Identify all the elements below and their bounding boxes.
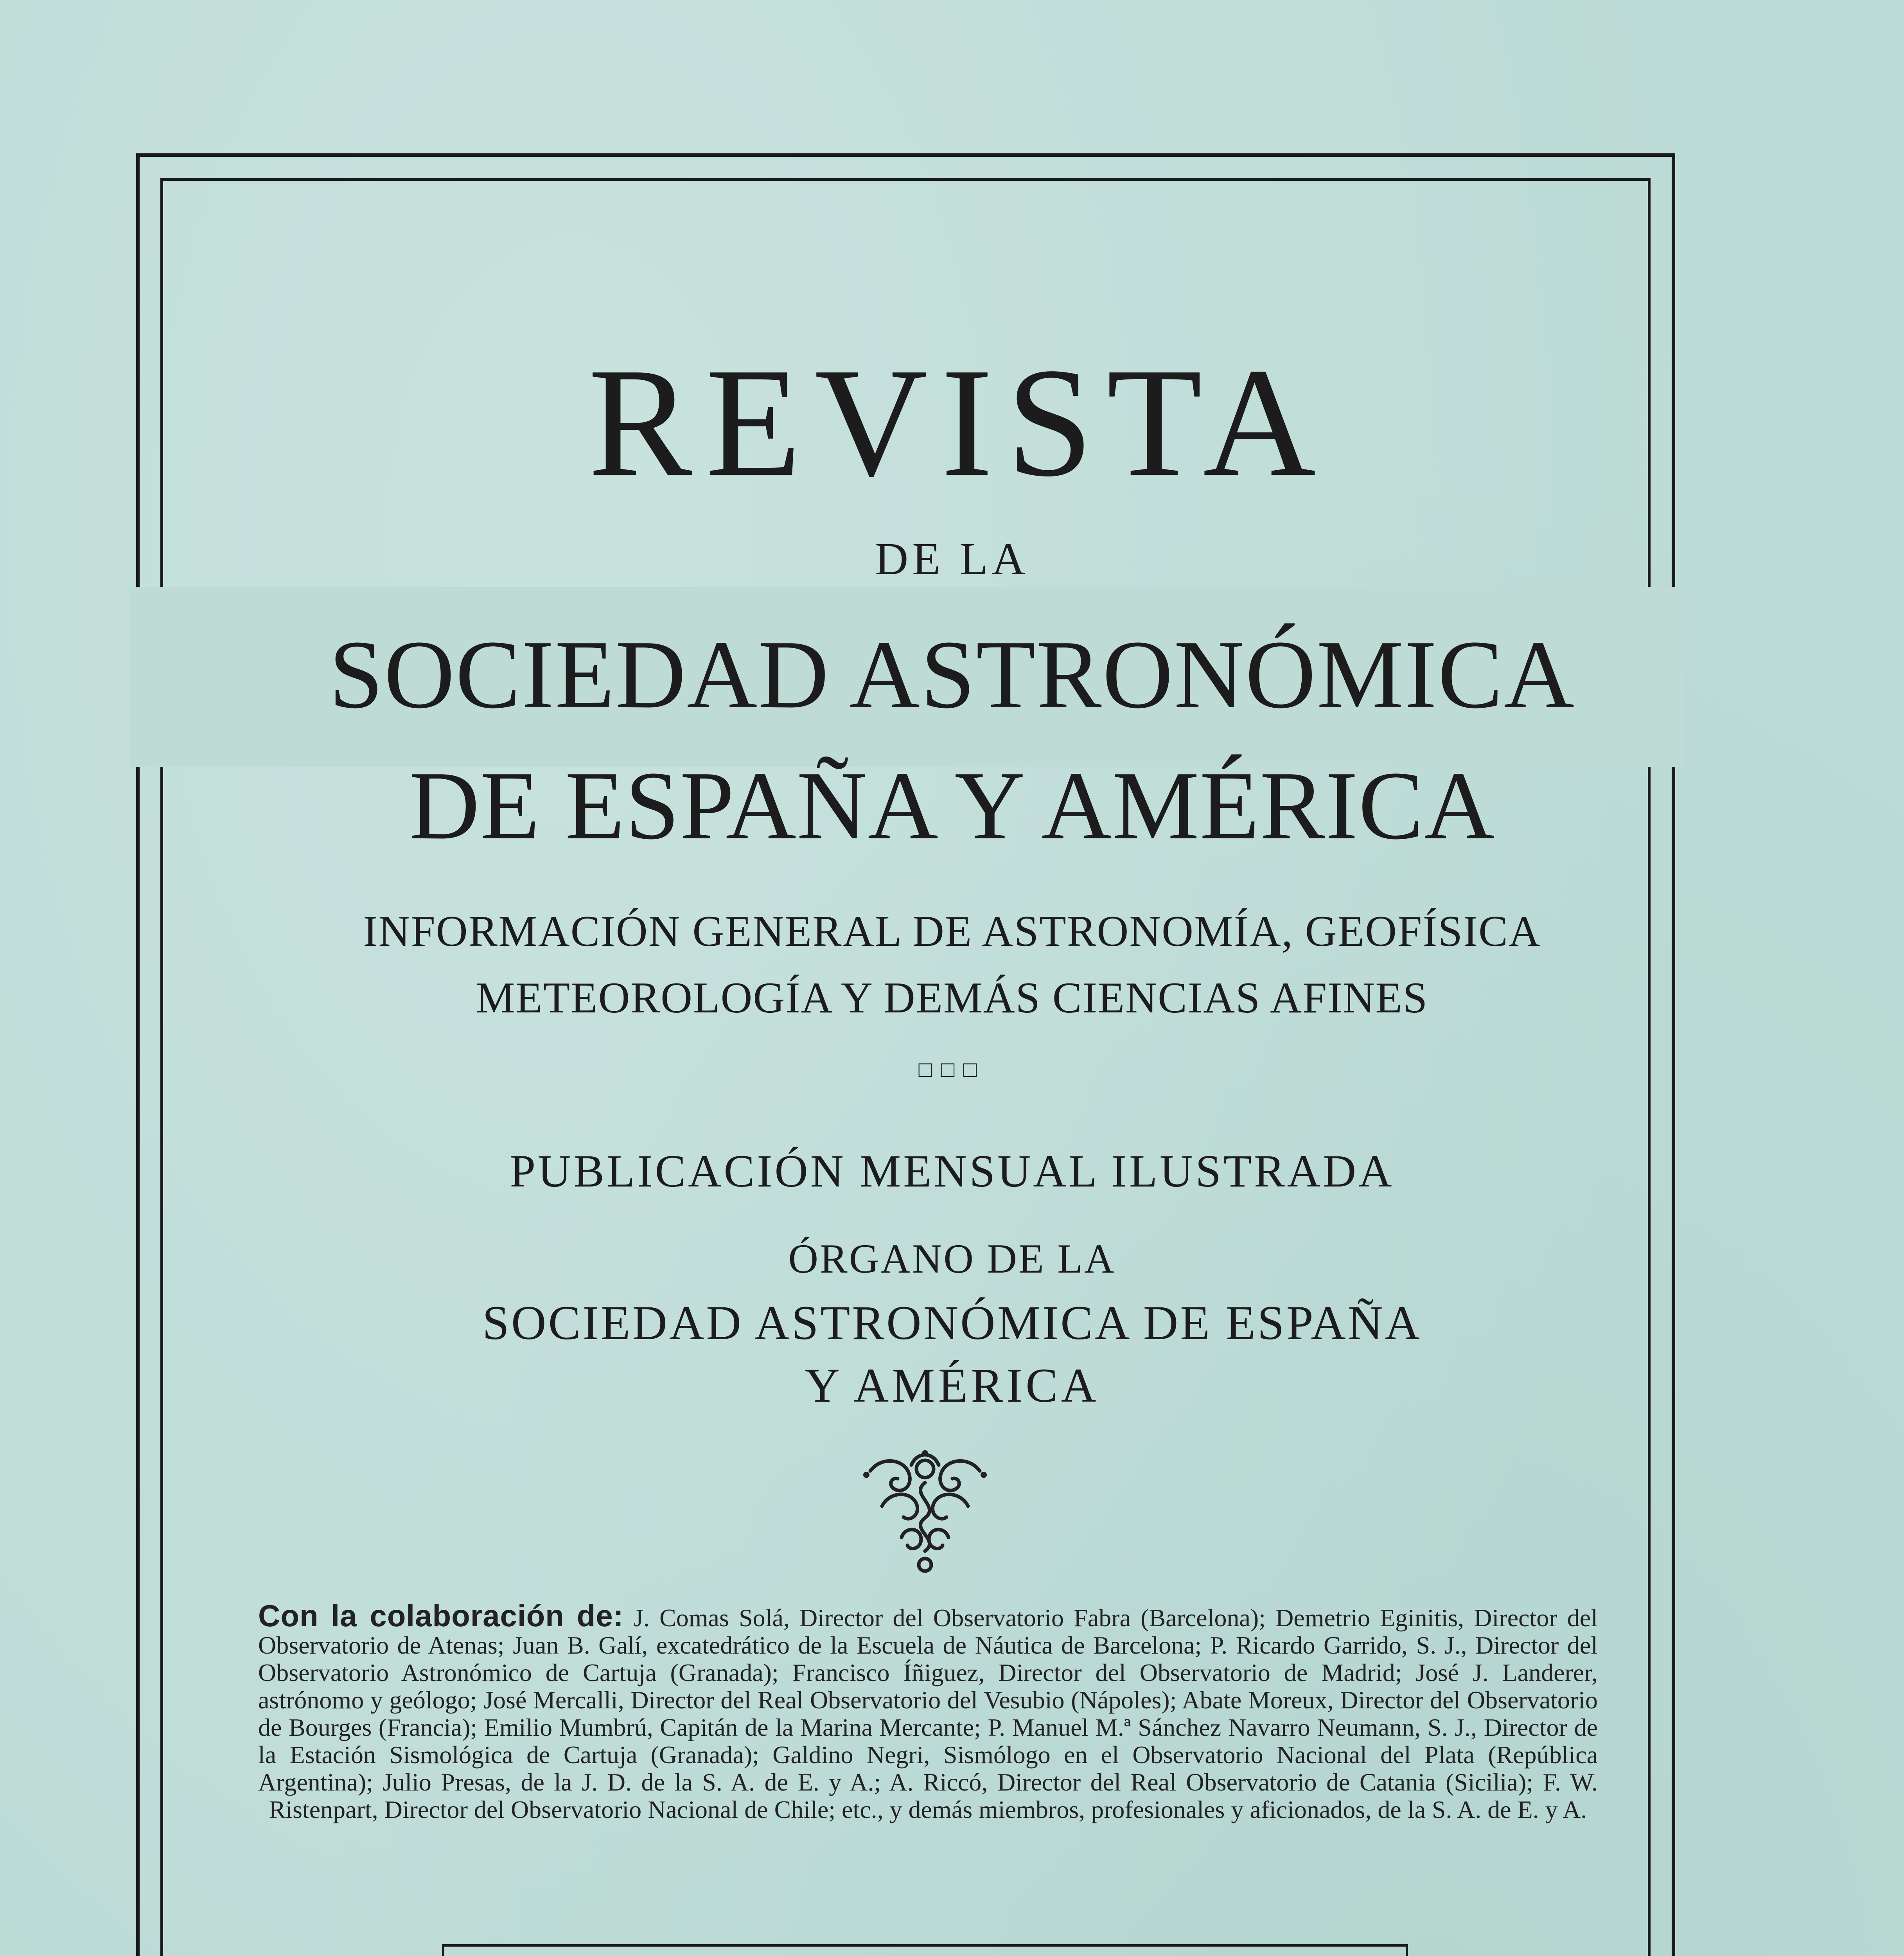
society-name-line-2: DE ESPAÑA Y AMÉRICA [409,751,1495,860]
tagline-line-1: INFORMACIÓN GENERAL DE ASTRONOMÍA, GEOFÍSICA [363,907,1541,956]
tagline-line-2: METEOROLOGÍA Y DEMÁS CIENCIAS AFINES [476,974,1428,1022]
journal-title-connector: DE LA [875,533,1029,584]
collaborators-lead: Con la colaboración de: [258,1598,624,1633]
publication-type: PUBLICACIÓN MENSUAL ILUSTRADA [510,1145,1394,1197]
separator-squares: □□□ [918,1057,986,1082]
journal-title: REVISTA [588,336,1329,509]
society-name-line-1: SOCIEDAD ASTRONÓMICA [329,620,1575,729]
collaborators-paragraph [258,1598,1598,1823]
publication-society-line-1: SOCIEDAD ASTRONÓMICA DE ESPAÑA [482,1296,1422,1350]
publication-society-line-2: Y AMÉRICA [805,1359,1099,1412]
summary-box [442,1944,1408,1956]
publication-organ: ÓRGANO DE LA [788,1236,1116,1282]
fleuron-ornament-icon [859,1447,992,1577]
collaborators-list: J. Comas Solá, Director del Observatorio Fabra (Barcelona); Demetrio Eginitis, Director del Observatorio de Atenas; Juan B. Galí, excatedrático de la Escuela de Náutica de Barcelona; P. Ricardo Garrido, S. J., Director del Observatorio Astronómico de Cartuja (Granada); Francisco Íñiguez, Director del Observatorio de Madrid; José J. Landerer, astrónomo y geólogo; José Mercalli, Director del Real Observatorio del Vesubio (Nápoles); Abate Moreux, Director del Observatorio de Bourges (Francia); Emilio Mumbrú, Capitán de la Marina Mercante; P. Manuel M.ª Sánchez Navarro Neumann, S. J., Director de la Estación Sismológica de Cartuja (Granada); Galdino Negri, Sismólogo en el Observatorio Nacional del Plata (República Argentina); Julio Presas, de la J. D. de la S. A. de E. y A.; A. Riccó, Director del Real Observatorio de Catania (Sicilia); F. W. Ristenpart, Director del Observatorio Nacional de Chile; etc., y demás miembros, profesionales y aficionados, de la S. A. de E. y A. [258,1604,1598,1823]
